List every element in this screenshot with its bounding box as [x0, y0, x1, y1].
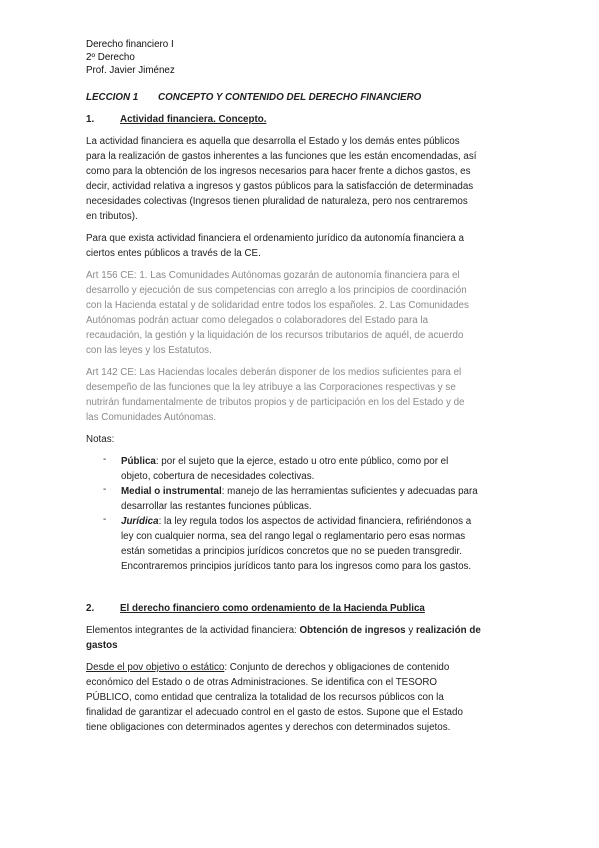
bullet-marker: - [103, 484, 107, 495]
quote-line: recaudación, la gestión y la liquidación de los recursos tributarios de aquél, de acuerdo [86, 330, 464, 341]
elements-line-continued: gastos [86, 640, 118, 651]
section-2-number: 2. [86, 603, 95, 614]
paragraph-line [86, 660, 449, 675]
section-1-number: 1. [86, 114, 95, 125]
note-text: : la ley regula todos los aspectos de actividad financiera, refiriéndonos a [158, 516, 472, 527]
paragraph-line: necesidades colectivas (Ingresos tienen pluralidad de naturaleza, pero nos centraremos [86, 196, 468, 207]
quote-line: con la Hacienda estatal y de solidaridad entre todos los españoles. 2. Las Comunidades [86, 300, 469, 311]
elements-term-spending: realización de [415, 625, 481, 636]
quote-line: las Comunidades Autónomas. [86, 412, 217, 423]
list-item-line [121, 514, 471, 529]
quote-line: Art 156 CE: 1. Las Comunidades Autónomas gozarán de autonomía financiera para el [86, 270, 460, 281]
quote-line: desarrollo y ejecución de sus competencias con arreglo a los principios de coordinación [86, 285, 467, 296]
elements-term-income: Obtención de ingresos [299, 625, 406, 636]
elements-prefix: Elementos integrantes de la actividad financiera: [86, 625, 300, 636]
note-text: : manejo de las herramientas suficientes y adecuadas para [221, 486, 478, 497]
elements-line [86, 623, 481, 638]
paragraph-line: decir, actividad relativa a ingresos y gastos públicos para la satisfacción de determinadas [86, 181, 474, 192]
paragraph-line: como para la obtención de los ingresos necesarios para hacer frente a dichos gastos, es [86, 166, 471, 177]
quote-line: desempeño de las funciones que la ley atribuye a las Corporaciones respectivas y se [86, 382, 456, 393]
paragraph-line: ciertos entes públicos a través de la CE. [86, 248, 261, 259]
paragraph-line: Para que exista actividad financiera el ordenamiento jurídico da autonomía financiera a [86, 233, 464, 244]
paragraph-line: PÚBLICO, como entidad que centraliza la totalidad de los recursos públicos con la [86, 692, 444, 703]
note-text: : por el sujeto que la ejerce, estado u otro ente público, como por el [155, 456, 449, 467]
course-name: Derecho financiero I [86, 39, 174, 50]
lesson-title: CONCEPTO Y CONTENIDO DEL DERECHO FINANCIERO [158, 92, 422, 103]
bullet-marker: - [103, 514, 107, 525]
static-view-text: : Conjunto de derechos y obligaciones de contenido [224, 662, 450, 673]
bullet-marker: - [103, 454, 107, 465]
static-view-label: Desde el pov objetivo o estático [86, 662, 225, 673]
section-2-title: El derecho financiero como ordenamiento de la Hacienda Publica [120, 603, 425, 614]
paragraph-line: en tributos). [86, 211, 138, 222]
elements-connector: y [405, 625, 416, 636]
professor-name: Prof. Javier Jiménez [86, 65, 175, 76]
quote-line: Autónomas podrán actuar como delegados o colaboradores del Estado para la [86, 315, 429, 326]
list-item-line: desarrollar las restantes funciones públicas. [121, 501, 312, 512]
course-year: 2º Derecho [86, 52, 135, 63]
list-item-line: están sometidas a principios jurídicos concretos que no se pueden transgredir. [121, 546, 462, 557]
paragraph-line: para la realización de gastos inherentes a las funciones que les están encomendadas, así [86, 151, 477, 162]
list-item-line: Encontraremos principios jurídicos tanto para los ingresos como para los gastos. [121, 561, 472, 572]
note-term: Medial o instrumental [121, 486, 222, 497]
paragraph-line: económico del Estado o de otras Administraciones. Se identifica con el TESORO [86, 677, 438, 688]
list-item-line: objeto, cobertura de necesidades colectivas. [121, 471, 315, 482]
quote-line: Art 142 CE: Las Haciendas locales deberán disponer de los medios suficientes para el [86, 367, 462, 378]
paragraph-line: tiene obligaciones con determinados agentes y derechos con determinados sujetos. [86, 722, 451, 733]
quote-line: con las leyes y los Estatutos. [86, 345, 212, 356]
section-1-title: Actividad financiera. Concepto. [120, 114, 267, 125]
quote-line: nutrirán fundamentalmente de tributos propios y de participación en los del Estado y de [86, 397, 465, 408]
paragraph-line: finalidad de garantizar el adecuado control en el gasto de estos. Supone que el Estado [86, 707, 463, 718]
list-item-line [121, 484, 478, 499]
note-term: Pública [121, 456, 156, 467]
list-item-line: ley con cualquier norma, sea del rango legal o reglamentario pero esas normas [121, 531, 466, 542]
paragraph-line: La actividad financiera es aquella que desarrolla el Estado y los demás entes públicos [86, 136, 460, 147]
notes-label: Notas: [86, 434, 115, 445]
lesson-number: LECCION 1 [86, 92, 139, 103]
list-item-line [121, 454, 448, 469]
note-term: Jurídica [121, 516, 159, 527]
